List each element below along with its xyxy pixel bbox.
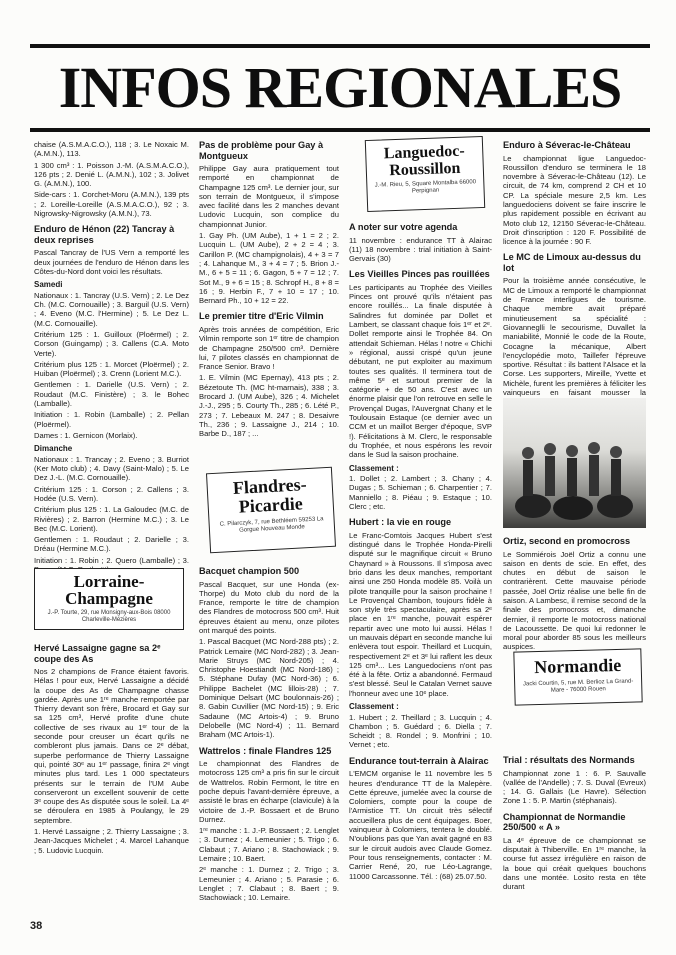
region-title-languedoc: Languedoc- Roussillon <box>383 142 465 180</box>
severac-heading: Enduro à Séverac-le-Château <box>503 140 631 150</box>
page-title: INFOS REGIONALES <box>58 55 622 120</box>
trial-text: Championnat zone 1 : 6. P. Sauvalle (vallée de l'Andelle) ; 7. S. Duval (Evreux) ; 14. G. Gallais (Le Havre). Sélection Zone 1 : 5. P. Martin (stéphanais). <box>503 768 646 806</box>
dimanche-result: Initiation : 1. Robin ; 2. Quero (Lamballe) ; 3. <box>34 555 189 565</box>
photo-illustration <box>503 398 646 528</box>
samedi-heading: Samedi <box>34 280 63 290</box>
gay-results: 1. Gay Ph. (UM Aube), 1 + 1 = 2 ; 2. Lucquin L. (UM Aube), 2 + 2 = 4 ; 3. Carillon P. (MC champignolais), 4 + 3 = 7 ; 4. Lahanque M., 3 + 4 = 7 ; 5. Brion J.-M., 6 + 5 = 11 ; 6. Gagon, 5 + 7 = 12 ; 7. Sot M., 9 + 6 = 15 ; 8. Schropf H., 8 + 8 = 16 ; 9. Herbin F., 7 + 10 = 17 ; 10. Bernard Ph., 10 + 12 = 22. <box>199 231 339 306</box>
region-title-normandie: Normandie <box>533 654 622 678</box>
vieilles-heading: Les Vieilles Pinces pas rouillées <box>349 269 490 280</box>
masthead-rule-bottom <box>30 128 650 132</box>
bacquet-heading: Bacquet champion 500 <box>199 566 300 576</box>
vilmin-results: 1. E. Vilmin (MC Epernay), 413 pts ; 2. Bézetoute Th. (MC ht-marnais), 338 ; 3. Brocard J. (UM Aube), 326 ; 4. Michelet J.-J., 295 ; 5. Courty Th., 285 ; 6. Lété P., 273 ; 7. Lebeaux M. 247 ; 8. Desaivre Th., 236 ; 9. Lassaigne J., 214 ; 10. Barbe D., 187 ; ... <box>199 373 339 439</box>
column-2 <box>199 140 339 441</box>
dimanche-heading: Dimanche <box>34 444 73 454</box>
samedi-result: Dames : 1. Gernicon (Morlaix). <box>34 430 138 440</box>
column-3 <box>349 216 492 883</box>
ortiz-heading: Ortiz, second en promocross <box>503 536 631 546</box>
region-address-lorraine: J.-P. Tourte, 29, rue Monsigny-aux-Bois 08000 Charleville-Mézières <box>47 610 171 623</box>
results-continued: chaise (A.S.M.A.C.O.), 118 ; 3. Le Noxaic M. (A.M.N.), 113. <box>34 140 189 159</box>
hubert-results: 1. Hubert ; 2. Theillard ; 3. Lucquin ; 4. Chambon ; 5. Guédard ; 6. Diella ; 7. Scheidt ; 8. Rondel ; 9. Monfrini ; 10. Vernet ; etc. <box>349 712 492 750</box>
region-address-flandres: C. Pilarczyk, 7, rue Bethléem 59253 La Gorgue Nouveau Monde <box>219 516 324 534</box>
samedi-result: Nationaux : 1. Tancray (U.S. Vern) ; 2. Le Dez Ch. (M.C. Cornouaille) ; 3. Barguil (U.S. Vern) ; 4. Eveno (M.C. l'Hermine) ; 5. Le Dez L. (M.C. Cornouaille). <box>34 290 189 328</box>
column-1-lower <box>34 637 189 857</box>
severac-text: Le championnat ligue Languedoc-Roussillon d'enduro se terminera le 18 novembre à Séverac-le-Château (12). Le circuit, de 74 km, comprend 2 CH et 10 CP. La spéciale mesure 2,5 km. Les languedociens doivent se faire inscrire le plus rapidement possible en écrivant au Moto club 12, 12150 Séverac-le-Château. Droit d'inscription : 120 F. Possibilité de licence à la journée : 90 F. <box>503 153 646 247</box>
bacquet-results: 1. Pascal Bacquet (MC Nord-288 pts) ; 2. Patrick Lemaire (MC Nord-282) ; 3. Jean-Marie Struys (MC Nord-205) ; 4. Christophe Hoestiandt (MC Nord-186) ; 5. Stéphane Dufay (MC Nord-36) ; 6. Philippe Bachelet (MC lillois-28) ; 7. Dominique Delsart (MC boulonnais-26) ; 8. Gabin Cuvillier (MC Nord-15) ; 9. Eric Sadaune (MC Artois-4) ; 9. Bruno Delobelle (MC Nord-4) ; 11. Bernard Braham (MC Artois-1). <box>199 637 339 740</box>
region-address-normandie: Jacki Courtin, 5, rue M. Berlioz La Grand-Mare - 76000 Rouen <box>522 678 634 694</box>
alairac-heading: Endurance tout-terrain à Alairac <box>349 755 489 766</box>
bacquet-text: Pascal Bacquet, sur une Honda (ex-Thorpe) du Moto club du nord de la France, remporte le titre de champion des Flandres de motocross 500 cm³. Huit épreuves étaient au menu, onze pilotes ont marqué des points. <box>199 579 339 635</box>
gay-heading: Pas de problème pour Gay à Montgueux <box>199 140 324 161</box>
region-address-languedoc: J.-M. Rieu, 5, Square Montalba 66000 Perpignan <box>374 179 477 195</box>
limoux-text: Pour la troisième année consécutive, le MC de Limoux a remporté le championnat de France interligues de tourisme. Chaque membre avait préparé minutieusement sa spécialité : Giovanneglli le secourisme, Duvallet la maniabilité, Monnié le code de la Route, Cocagne la mécanique, Albert l'encyclopédie moto, Taillefer l'épreuve sportive. Résultat : ils battent l'Alsace et la Corse. Les supporters, Mireille, Yvette et Michèle, furent les premières à féliciter les vainqueurs en faisant mousser la <box>503 276 646 398</box>
wattrelos-manche-2: 2ᵉ manche : 1. Durnez ; 2. Trigo ; 3. Lemeunier ; 4. Ariano ; 5. Parasie ; 6. Lenglet ; 7. Clabaut ; 8. Baert ; 9. Stachowiack ; 10. Lemaire. <box>199 865 339 903</box>
herve-heading: Hervé Lassaigne gagne sa 2ᵉ coupe des As <box>34 643 161 664</box>
results-sidecars: Side-cars : 1. Corchet-Moru (A.M.N.), 139 pts ; 2. Loreille-Loreille (A.S.M.A.C.O.), 92 ; 3. Nigrowsky-Nigrowsky (A.M.N.), 73. <box>34 190 189 219</box>
alairac-text: L'EMCM organise le 11 novembre les 5 heures d'endurance TT de la Malepère. Cette épreuve, jumelée avec la course de Colomiers, compte pour la coupe de l'Armistice TT. Un circuit très sélectif accueillera plus de cent équipages. Boer, vainqueur à Colomiers, tentera le doublé. N'oublions pas que Yan avait gagné en 83 sur le circuit audois avec Claude Gomez. Pour tous renseignements, contacter : M. Carrier René, 20, rue Léo-Lagrange, 11000 Carcassonne. Tél. : (68) 25.07.50. <box>349 769 492 881</box>
results-1300: 1 300 cm³ : 1. Poisson J.-M. (A.S.M.A.C.O.), 126 pts ; 2. Denié L. (A.M.N.), 102 ; 3. Jolivet G. (A.M.N.), 100. <box>34 160 189 189</box>
samedi-result: Critérium 125 : 1. Guilloux (Ploërmel) ; 2. Corson (Guingamp) ; 3. Callens (C.A. Moto Verte). <box>34 329 189 358</box>
vieilles-text: Les participants au Trophée des Vieilles Pinces ont prouvé qu'ils n'étaient pas encore rouillés... La finale disputée à Salindres fut dominée par Dollet et Lambert, se classant chaque fois 1ᵉʳ et 2ᵉ. Dollet remporte ainsi le Trophée 84. On attendait Schieman. Hélas ! notre « Chichi » régional, aussi crispé qu'un jeune débutant, ne put exploiter au maximum toutes ses qualités. Il terminera tout de même 5ᵉ et surtout premier de la catégorie + de 50 ans. C'est avec un énorme plaisir que l'on retrouve en selle le Provençal Dugas, l'Auvergnat Chany et le Toulousain Estaque (ce dernier avec un CCM et un maillot Berger d'époque, SVP !). Félicitations à M. Clerc, le responsable du Trophée, et nous espérons les revoir dans le Sud la saison prochaine. <box>349 282 492 460</box>
henon-heading: Enduro de Hénon (22) Tancray à deux reprises <box>34 224 175 245</box>
hubert-text: Le Franc-Comtois Jacques Hubert s'est distingué dans le Trophée Honda-Pirelli disputé sur le magnifique circuit « Bruno Chaynard » à Roussons. Il s'imposa avec brio dans les deux manches, remportant ainsi une 250 Honda modèle 85. Voilà un pilote tranquille pour la saison prochaine ! Le Provençal Chambon, toujours fidèle à son style très spectaculaire, après sa 2ᵉ place en 1ʳᵉ manche, pouvait espérer repartir avec une moto lui aussi. Hélas ! un mauvais départ en seconde manche lui enlèvera tout espoir. Theillard et Lucquin, respectivement 2ᵉ et 3ᵉ lui raflent les deux 125 cm³... Les Languedociens n'ont pas été à la fête. Ortiz a abandonné. Fermaud s'est blessé. Seul le Catalan Vernet sauve l'honneur avec une 10ᵉ place. <box>349 530 492 698</box>
region-box-normandie <box>513 648 642 705</box>
dimanche-result: Gentlemen : 1. Roudaut ; 2. Darielle ; 3. Dréau (Hermine M.C.). <box>34 535 189 554</box>
region-title-lorraine: Lorraine- Champagne <box>65 572 153 608</box>
vieilles-classement: Classement : <box>349 463 399 473</box>
column-2-lower <box>199 560 339 905</box>
region-box-lorraine <box>34 568 184 630</box>
henon-text: Pascal Tancray de l'US Vern a remporté les deux journées de l'enduro de Hénon dans les Côtes-du-Nord dont voici les résultats. <box>34 248 189 276</box>
vieilles-results: 1. Dollet ; 2. Lambert ; 3. Chany ; 4. Dugas ; 5. Schieman ; 6. Charpentier ; 7. Manniello ; 8. Piéau ; 9. Estaque ; 10. Clerc ; etc. <box>349 474 492 511</box>
normandie-championship-heading: Championnat de Normandie 250/500 « A » <box>503 811 626 833</box>
wattrelos-text: Le championnat des Flandres de motocross 125 cm³ a pris fin sur le circuit de Wattrelos. Robin Fermont, le titre en poche depuis l'avant-dernière épreuve, a assisté le bras en écharpe (clavicule) à la victoire de J.-P. Bossaert et de Bruno Durnez. <box>199 759 339 824</box>
hubert-heading: Hubert : la vie en rouge <box>349 517 452 528</box>
motocross-team-photo <box>503 398 646 528</box>
region-box-flandres <box>206 467 336 553</box>
dimanche-result: Nationaux : 1. Trancay ; 2. Eveno ; 3. Burriot (Ker Moto club) ; 4. Davy (Saint-Malo) ; 5. Le Dez J.-L. (M.C. Cornouaille). <box>34 454 189 483</box>
region-box-languedoc <box>365 136 485 212</box>
gay-text: Philippe Gay aura pratiquement tout remporté en championnat de Champagne 125 cm³. Le dernier jour, sur son terrain de Montgueux, il s'impose avec facilité dans les 2 manches devant Ludovic Lucquin, son complice du championnat Junior. <box>199 164 339 229</box>
wattrelos-manche-1: 1ʳᵉ manche : 1. J.-P. Bossaert ; 2. Lenglet ; 3. Durnez ; 4. Lemeunier ; 5. Trigo ; 6. Clabaut ; 7. Ariano ; 8. Stachowiack ; 9. Lemaire ; 10. Baert. <box>199 826 339 864</box>
agenda-text: 11 novembre : endurance TT à Alairac (11) 18 novembre : trial initiation à Saint-Gervais (30) <box>349 235 492 264</box>
column-1 <box>34 140 189 576</box>
wattrelos-heading: Wattrelos : finale Flandres 125 <box>199 745 332 756</box>
region-title-flandres: Flandres- Picardie <box>232 474 308 517</box>
herve-text: Nos 2 champions de France étaient favoris. Hélas ! pour eux, Hervé Lassaigne a décidé la coupe des As de Champagne chasse gardée. Après une 1ʳᵉ manche remportée par Thierry devant son frère, Brocard et Gay sur sa 125 cm³, Hervé profite d'une chute collective de ses rivaux au 1ᵉʳ tour de la seconde pour creuser un écart qu'ils ne combleront plus jamais. Dans ce 2ᵉ débat, superbe performance de Thierry Lassaigne qui, pointé 30ᵉ au 1ᵉʳ passage, finira 2ᵉ vingt minutes plus tard. Les 1 000 spectateurs présents sur le terrain de l'UM Aube conserveront un excellent souvenir de cette 3ᵉ coupe des As disputée sous le soleil. La 4ᵉ se déroulera en 1985 à Poulangy, le 29 septembre. <box>34 667 189 825</box>
hubert-classement: Classement : <box>349 702 399 712</box>
vilmin-text: Après trois années de compétition, Eric Vilmin remporte son 1ᵉʳ titre de champion de Champagne 250/500 cm³. Dernière lui, 7 pilotes classés en championnat de France Senior. Bravo ! <box>199 324 339 372</box>
samedi-result: Critérium plus 125 : 1. Morcet (Ploërmel) ; 2. Huiban (Ploërmel) ; 3. Crenn (Lorient M.C.). <box>34 359 189 379</box>
page-number: 38 <box>30 920 43 932</box>
column-4-lower <box>503 755 646 893</box>
ortiz-text: Le Sommiérois Joël Ortiz a connu une saison en dents de scie. En effet, des chutes en début de saison le contrarièrent. Cette mauvaise période passée, Joël Ortiz réalise une belle fin de saison. A Lambesc, il remise second de la finale des promocross et, dimanche dernier, il remporte le motocross national de Lacoussette. De quoi lui redonner le moral pour aborder 85 sous les meilleurs auspices. <box>503 549 646 652</box>
trial-heading: Trial : résultats des Normands <box>503 755 635 765</box>
samedi-result: Initiation : 1. Robin (Lamballe) ; 2. Pellan (Ploërmel). <box>34 410 189 429</box>
dimanche-result: Critérium plus 125 : 1. La Galoudec (M.C. de Rivières) ; 2. Barron (Hermine M.C.) ; 3. Le Bec (M.C. Lorient). <box>34 505 189 533</box>
dimanche-result: Critérium 125 : 1. Corson ; 2. Callens ; 3. Hodée (U.S. Vern). <box>34 484 189 503</box>
agenda-heading: A noter sur votre agenda <box>349 222 458 232</box>
column-4 <box>503 140 646 418</box>
limoux-heading: Le MC de Limoux au-dessus du lot <box>503 252 641 273</box>
herve-results: 1. Hervé Lassaigne ; 2. Thierry Lassaigne ; 3. Jean-Jacques Michelet ; 4. Marcel Lahanque ; 5. Ludovic Lucquin. <box>34 827 189 855</box>
column-4-middle <box>503 536 646 654</box>
vilmin-heading: Le premier titre d'Eric Vilmin <box>199 311 324 322</box>
samedi-result: Gentlemen : 1. Darielle (U.S. Vern) ; 2. Roudaut (M.C. Finistère) ; 3. le Bohec (Lamballe). <box>34 380 189 409</box>
normandie-championship-text: La 4ᵉ épreuve de ce championnat se disputait à Thiberville. En 1ʳᵉ manche, la course fut assez irrégulière en raison de la boue qui créait quelques bouchons dans une montée. Losito resta en tête durant <box>503 835 646 892</box>
